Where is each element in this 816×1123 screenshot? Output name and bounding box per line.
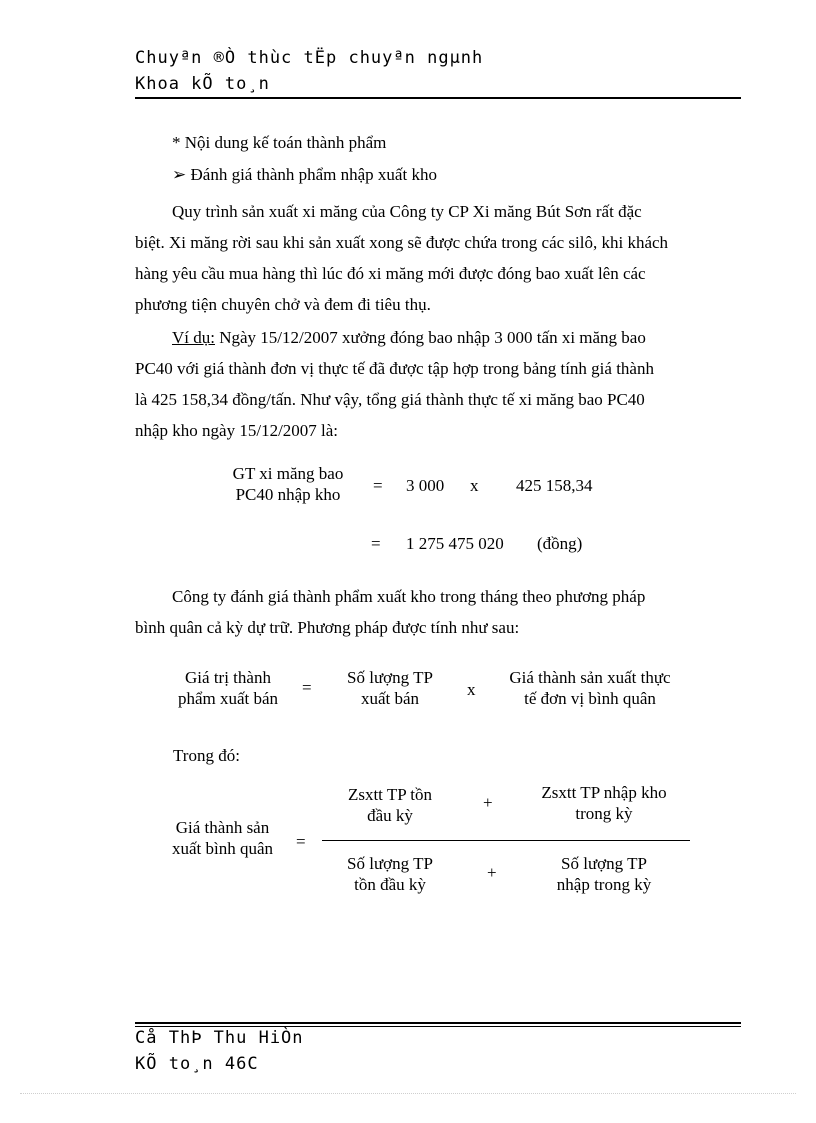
formula1-equals-2: = bbox=[371, 534, 381, 553]
formula1-unit: (đồng) bbox=[537, 534, 583, 553]
formula3-numerator-2 bbox=[520, 782, 688, 824]
formula1-label-line: GT xi măng bao bbox=[232, 464, 344, 483]
formula2-right-line: Giá thành sản xuất thực bbox=[509, 668, 671, 687]
formula3-plus-top: + bbox=[483, 793, 493, 812]
page-edge-dots bbox=[20, 1093, 796, 1094]
formula3-equals: = bbox=[296, 832, 306, 851]
formula3-den1-line: Số lượng TP bbox=[347, 854, 433, 873]
formula3-den2-line: nhập trong kỳ bbox=[556, 875, 652, 894]
footer-rule-top bbox=[135, 1022, 741, 1024]
formula2-right bbox=[492, 667, 688, 709]
footer-rule-bottom bbox=[135, 1026, 741, 1027]
example-label: Ví dụ: bbox=[172, 328, 215, 347]
text-line bbox=[135, 322, 739, 353]
formula3-den1-line: tồn đầu kỳ bbox=[354, 875, 426, 894]
paragraph-example bbox=[135, 322, 739, 446]
text-line: PC40 với giá thành đơn vị thực tế đã được tập hợp trong bảng tính giá thành bbox=[135, 359, 654, 378]
formula3-plus-bottom: + bbox=[487, 863, 497, 882]
heading-text: Đánh giá thành phẩm nhập xuất kho bbox=[190, 165, 437, 184]
formula3-num2-line: trong kỳ bbox=[575, 804, 633, 823]
formula1-times: x bbox=[470, 476, 479, 495]
text-line: hàng yêu cầu mua hàng thì lúc đó xi măng mới được đóng bao xuất lên các bbox=[135, 264, 646, 283]
header-title: Chuyªn ®Ò thùc tËp chuyªn ngµnh bbox=[135, 48, 484, 68]
text-line: phương tiện chuyên chở và đem đi tiêu thụ. bbox=[135, 295, 431, 314]
formula3-left bbox=[155, 817, 290, 859]
formula1-label-line: PC40 nhập kho bbox=[235, 485, 341, 504]
formula3-num1-line: Zsxtt TP tồn bbox=[347, 785, 433, 804]
paragraph-process bbox=[135, 196, 739, 320]
formula1-label bbox=[218, 463, 358, 505]
text-line: Công ty đánh giá thành phẩm xuất kho trong tháng theo phương pháp bbox=[172, 587, 646, 606]
formula2-middle-line: Số lượng TP bbox=[347, 668, 433, 687]
footer-author: Cå ThÞ Thu HiÒn bbox=[135, 1028, 304, 1048]
header-rule bbox=[135, 97, 741, 99]
formula3-numerator-1 bbox=[325, 784, 455, 826]
trong-do-label: Trong đó: bbox=[173, 746, 240, 765]
formula1-equals: = bbox=[373, 476, 383, 495]
formula2-times: x bbox=[467, 680, 476, 699]
formula2-left-line: Giá trị thành bbox=[185, 668, 271, 687]
text-line: nhập kho ngày 15/12/2007 là: bbox=[135, 421, 339, 440]
formula3-left-line: xuất bình quân bbox=[171, 839, 274, 858]
formula1-price: 425 158,34 bbox=[516, 476, 593, 495]
fraction-bar bbox=[322, 840, 690, 841]
arrow-icon: ➢ bbox=[172, 165, 187, 184]
formula1-quantity: 3 000 bbox=[406, 476, 445, 495]
header-subtitle: Khoa kÕ to¸n bbox=[135, 74, 270, 94]
section-bullet: * Nội dung kế toán thành phẩm bbox=[172, 133, 387, 152]
text-line: Quy trình sản xuất xi măng của Công ty CP Xi măng Bút Sơn rất đặc bbox=[172, 202, 642, 221]
formula3-num2-line: Zsxtt TP nhập kho bbox=[541, 783, 667, 802]
formula3-left-line: Giá thành sản bbox=[175, 818, 270, 837]
formula3-denominator-2 bbox=[528, 853, 680, 895]
formula2-left bbox=[163, 667, 293, 709]
formula2-equals: = bbox=[302, 678, 312, 697]
formula1-result: 1 275 475 020 bbox=[406, 534, 504, 553]
formula2-middle-line: xuất bán bbox=[360, 689, 420, 708]
formula2-middle bbox=[330, 667, 450, 709]
text-line: biệt. Xi măng rời sau khi sản xuất xong sẽ được chứa trong các silô, khi khách bbox=[135, 233, 669, 252]
example-text: Ngày 15/12/2007 xưởng đóng bao nhập 3 000 tấn xi măng bao bbox=[214, 328, 646, 347]
footer-class: KÕ to¸n 46C bbox=[135, 1054, 259, 1074]
text-line: là 425 158,34 đồng/tấn. Như vậy, tổng giá thành thực tế xi măng bao PC40 bbox=[135, 390, 645, 409]
formula3-num1-line: đầu kỳ bbox=[367, 806, 413, 825]
formula2-left-line: phẩm xuất bán bbox=[177, 689, 279, 708]
formula2-right-line: tế đơn vị bình quân bbox=[524, 689, 656, 708]
section-heading bbox=[172, 165, 437, 185]
text-line: bình quân cả kỳ dự trữ. Phương pháp được tính như sau: bbox=[135, 618, 520, 637]
formula3-den2-line: Số lượng TP bbox=[561, 854, 647, 873]
paragraph-method bbox=[135, 581, 739, 643]
formula3-denominator-1 bbox=[325, 853, 455, 895]
